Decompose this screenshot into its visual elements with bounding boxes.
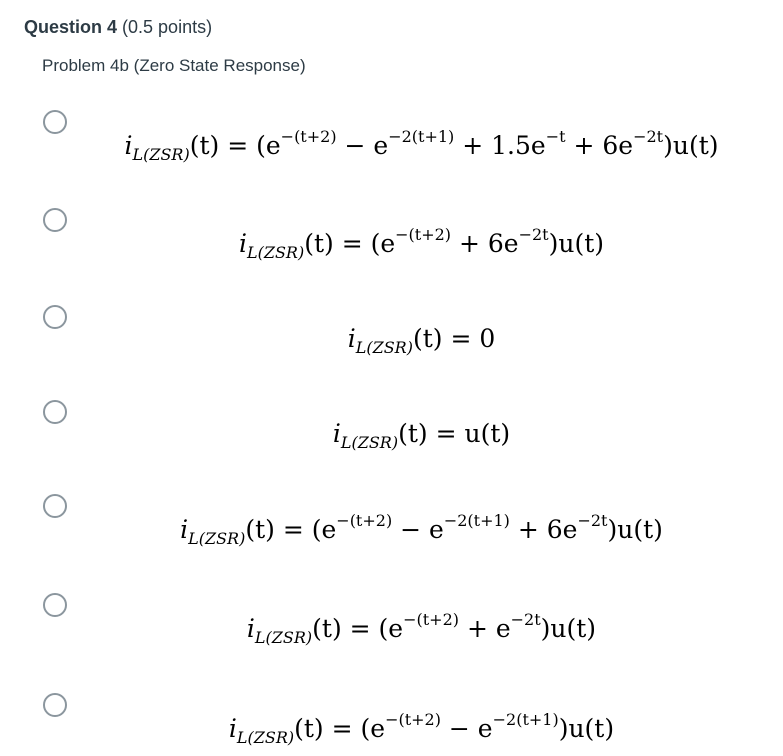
answer-option-6[interactable] (0, 583, 783, 647)
formula-option-5: $i_{L(ZSR)}(t) = (e^{-(t+2)} - e^{-2(t+1)} + 6e^{-2t})u(t)$ (180, 511, 663, 548)
question-prompt: Problem 4b (Zero State Response) (42, 56, 306, 75)
formula-option-4: $i_{L(ZSR)}(t) = u(t)$ (332, 419, 511, 452)
question-header (24, 14, 212, 40)
formula-option-2: $i_{L(ZSR)}(t) = (e^{-(t+2)} + 6e^{-2t})u(t)$ (238, 225, 605, 262)
answer-option-2[interactable] (0, 198, 783, 262)
answer-option-5[interactable] (0, 484, 783, 548)
answer-option-3[interactable] (0, 295, 783, 355)
answer-option-4[interactable] (0, 390, 783, 450)
question-title: Question 4 (24, 17, 118, 37)
answer-option-7[interactable] (0, 683, 783, 747)
formula-option-1: $i_{L(ZSR)}(t) = (e^{-(t+2)} - e^{-2(t+1)} + 1.5e^{-t} + 6e^{-2t})u(t)$ (124, 127, 719, 164)
formula-option-7: $i_{L(ZSR)}(t) = (e^{-(t+2)} - e^{-2(t+1)})u(t)$ (228, 710, 615, 747)
formula-option-3: $i_{L(ZSR)}(t) = 0$ (347, 324, 496, 357)
formula-option-6: $i_{L(ZSR)}(t) = (e^{-(t+2)} + e^{-2t})u(t)$ (246, 610, 597, 647)
answer-option-1[interactable] (0, 100, 783, 164)
question-points: (0.5 points) (122, 17, 213, 37)
